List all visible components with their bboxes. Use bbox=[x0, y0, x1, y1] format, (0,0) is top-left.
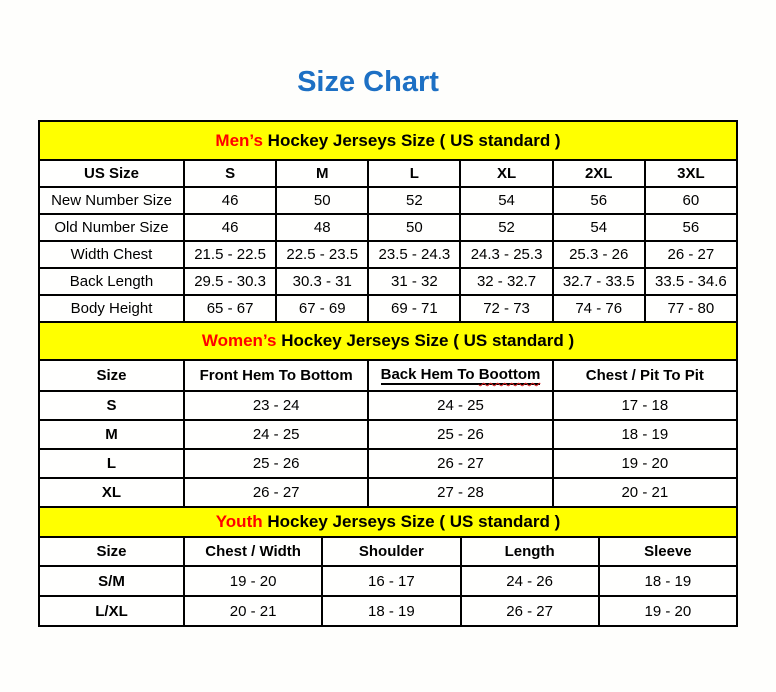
size-cell: 19 - 20 bbox=[553, 449, 737, 478]
table-row bbox=[39, 449, 737, 478]
row-label: Body Height bbox=[39, 295, 184, 322]
mens-section-title: Hockey Jerseys Size ( US standard ) bbox=[262, 130, 561, 150]
size-cell: 46 bbox=[184, 187, 276, 214]
column-header-back-hem bbox=[368, 360, 552, 391]
size-cell: 32.7 - 33.5 bbox=[553, 268, 645, 295]
size-cell: 25 - 26 bbox=[184, 449, 368, 478]
size-cell: 72 - 73 bbox=[460, 295, 552, 322]
row-label: Width Chest bbox=[39, 241, 184, 268]
size-cell: 20 - 21 bbox=[553, 478, 737, 507]
size-cell: 52 bbox=[460, 214, 552, 241]
row-label: M bbox=[39, 420, 184, 449]
size-cell: 22.5 - 23.5 bbox=[276, 241, 368, 268]
size-cell: 33.5 - 34.6 bbox=[645, 268, 737, 295]
column-header: Front Hem To Bottom bbox=[184, 360, 368, 391]
youth-header-row bbox=[39, 537, 737, 566]
size-cell: 21.5 - 22.5 bbox=[184, 241, 276, 268]
mens-header-row bbox=[39, 160, 737, 187]
table-row bbox=[39, 420, 737, 449]
size-cell: 24 - 25 bbox=[184, 420, 368, 449]
size-cell: 27 - 28 bbox=[368, 478, 552, 507]
column-header: Size bbox=[39, 360, 184, 391]
column-header: L bbox=[368, 160, 460, 187]
size-cell: 24 - 26 bbox=[461, 566, 599, 596]
womens-section-title: Hockey Jerseys Size ( US standard ) bbox=[276, 331, 575, 350]
size-cell: 25.3 - 26 bbox=[553, 241, 645, 268]
womens-header-row bbox=[39, 360, 737, 391]
size-cell: 20 - 21 bbox=[184, 596, 322, 626]
row-label: L bbox=[39, 449, 184, 478]
size-cell: 19 - 20 bbox=[599, 596, 737, 626]
row-label: Back Length bbox=[39, 268, 184, 295]
column-header: Length bbox=[461, 537, 599, 566]
column-header: Chest / Pit To Pit bbox=[553, 360, 737, 391]
size-cell: 26 - 27 bbox=[368, 449, 552, 478]
size-cell: 23.5 - 24.3 bbox=[368, 241, 460, 268]
mens-size-table bbox=[38, 159, 738, 323]
table-row bbox=[39, 295, 737, 322]
size-cell: 65 - 67 bbox=[184, 295, 276, 322]
table-row bbox=[39, 268, 737, 295]
size-cell: 18 - 19 bbox=[553, 420, 737, 449]
table-row bbox=[39, 596, 737, 626]
size-cell: 67 - 69 bbox=[276, 295, 368, 322]
row-label: New Number Size bbox=[39, 187, 184, 214]
column-header: Chest / Width bbox=[184, 537, 322, 566]
size-cell: 77 - 80 bbox=[645, 295, 737, 322]
column-header: M bbox=[276, 160, 368, 187]
size-cell: 74 - 76 bbox=[553, 295, 645, 322]
size-cell: 48 bbox=[276, 214, 368, 241]
size-cell: 30.3 - 31 bbox=[276, 268, 368, 295]
column-header: Size bbox=[39, 537, 184, 566]
size-cell: 18 - 19 bbox=[322, 596, 460, 626]
size-cell: 26 - 27 bbox=[184, 478, 368, 507]
size-cell: 50 bbox=[276, 187, 368, 214]
back-hem-misspelled-word: Boottom bbox=[478, 365, 541, 383]
womens-section-header bbox=[38, 321, 738, 361]
size-cell: 54 bbox=[553, 214, 645, 241]
size-cell: 50 bbox=[368, 214, 460, 241]
size-cell: 19 - 20 bbox=[184, 566, 322, 596]
column-header: 2XL bbox=[553, 160, 645, 187]
column-header: XL bbox=[460, 160, 552, 187]
size-cell: 31 - 32 bbox=[368, 268, 460, 295]
row-label: Old Number Size bbox=[39, 214, 184, 241]
row-label: S/M bbox=[39, 566, 184, 596]
size-cell: 52 bbox=[368, 187, 460, 214]
table-row bbox=[39, 391, 737, 420]
womens-section-accent: Women’s bbox=[201, 331, 277, 350]
youth-size-table bbox=[38, 536, 738, 627]
size-cell: 56 bbox=[645, 214, 737, 241]
row-label: XL bbox=[39, 478, 184, 507]
size-cell: 60 bbox=[645, 187, 737, 214]
table-row bbox=[39, 566, 737, 596]
size-cell: 25 - 26 bbox=[368, 420, 552, 449]
size-cell: 26 - 27 bbox=[461, 596, 599, 626]
size-cell: 23 - 24 bbox=[184, 391, 368, 420]
column-header: Shoulder bbox=[322, 537, 460, 566]
youth-section-accent: Youth bbox=[215, 512, 263, 531]
womens-size-table bbox=[38, 359, 738, 508]
size-cell: 24 - 25 bbox=[368, 391, 552, 420]
size-cell: 17 - 18 bbox=[553, 391, 737, 420]
mens-section-accent: Men’s bbox=[215, 130, 263, 150]
size-cell: 18 - 19 bbox=[599, 566, 737, 596]
youth-section-title: Hockey Jerseys Size ( US standard ) bbox=[262, 512, 561, 531]
row-label: S bbox=[39, 391, 184, 420]
column-header: Sleeve bbox=[599, 537, 737, 566]
row-label: L/XL bbox=[39, 596, 184, 626]
size-cell: 29.5 - 30.3 bbox=[184, 268, 276, 295]
table-row bbox=[39, 478, 737, 507]
size-chart bbox=[38, 120, 738, 627]
size-cell: 56 bbox=[553, 187, 645, 214]
table-row bbox=[39, 214, 737, 241]
youth-section-header bbox=[38, 506, 738, 538]
size-cell: 32 - 32.7 bbox=[460, 268, 552, 295]
size-cell: 24.3 - 25.3 bbox=[460, 241, 552, 268]
column-header: 3XL bbox=[645, 160, 737, 187]
size-cell: 26 - 27 bbox=[645, 241, 737, 268]
column-header: US Size bbox=[39, 160, 184, 187]
column-header: S bbox=[184, 160, 276, 187]
table-row bbox=[39, 187, 737, 214]
mens-section-header bbox=[38, 120, 738, 161]
back-hem-prefix: Back Hem To bbox=[380, 365, 479, 383]
size-cell: 46 bbox=[184, 214, 276, 241]
size-cell: 69 - 71 bbox=[368, 295, 460, 322]
page-title: Size Chart bbox=[297, 66, 439, 98]
size-cell: 16 - 17 bbox=[322, 566, 460, 596]
table-row bbox=[39, 241, 737, 268]
size-cell: 54 bbox=[460, 187, 552, 214]
